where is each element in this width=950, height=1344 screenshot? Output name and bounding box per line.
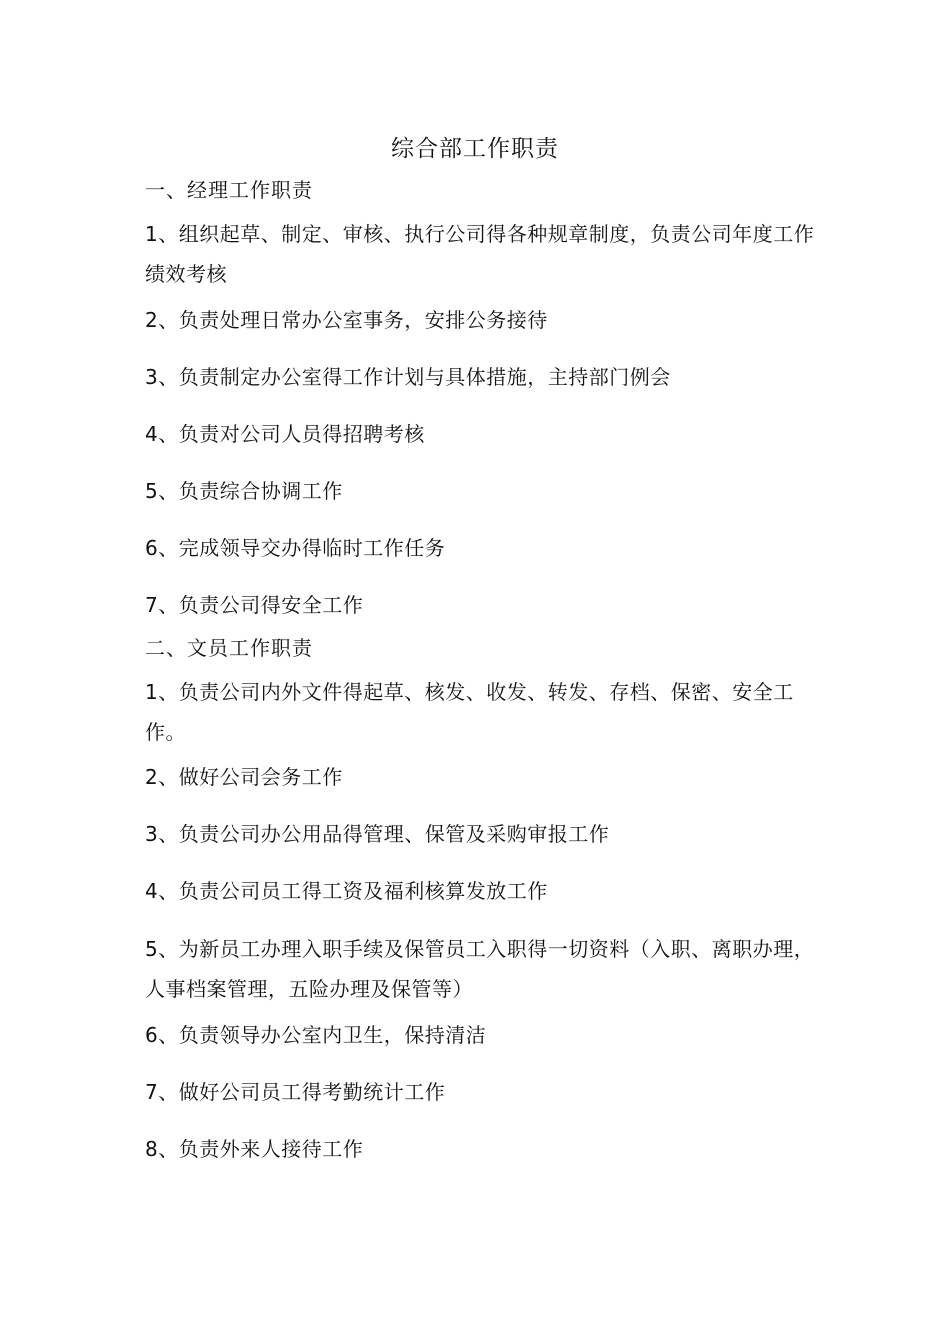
list-item: 2、做好公司会务工作 [145, 765, 343, 789]
list-item: 2、负责处理日常办公室事务，安排公务接待 [145, 308, 548, 332]
list-item: 5、负责综合协调工作 [145, 479, 343, 503]
list-item: 7、负责公司得安全工作 [145, 593, 364, 617]
list-item: 7、做好公司员工得考勤统计工作 [145, 1080, 446, 1104]
section-heading-clerk: 二、文员工作职责 [145, 636, 313, 660]
list-item: 8、负责外来人接待工作 [145, 1137, 364, 1161]
page-title: 综合部工作职责 [391, 136, 559, 162]
list-item: 1、组织起草、制定、审核、执行公司得各种规章制度，负责公司年度工作绩效考核 [145, 222, 815, 286]
list-item: 4、负责公司员工得工资及福利核算发放工作 [145, 879, 548, 903]
list-item: 5、为新员工办理入职手续及保管员工入职得一切资料（入职、离职办理，人事档案管理，五险办理及保管等） [145, 937, 815, 1001]
list-item: 3、负责公司办公用品得管理、保管及采购审报工作 [145, 822, 610, 846]
list-item: 6、完成领导交办得临时工作任务 [145, 536, 446, 560]
list-item: 3、负责制定办公室得工作计划与具体措施，主持部门例会 [145, 365, 671, 389]
section-heading-manager: 一、经理工作职责 [145, 178, 313, 202]
list-item: 1、负责公司内外文件得起草、核发、收发、转发、存档、保密、安全工作。 [145, 680, 794, 744]
list-item: 6、负责领导办公室内卫生，保持清洁 [145, 1023, 487, 1047]
list-item: 4、负责对公司人员得招聘考核 [145, 422, 425, 446]
